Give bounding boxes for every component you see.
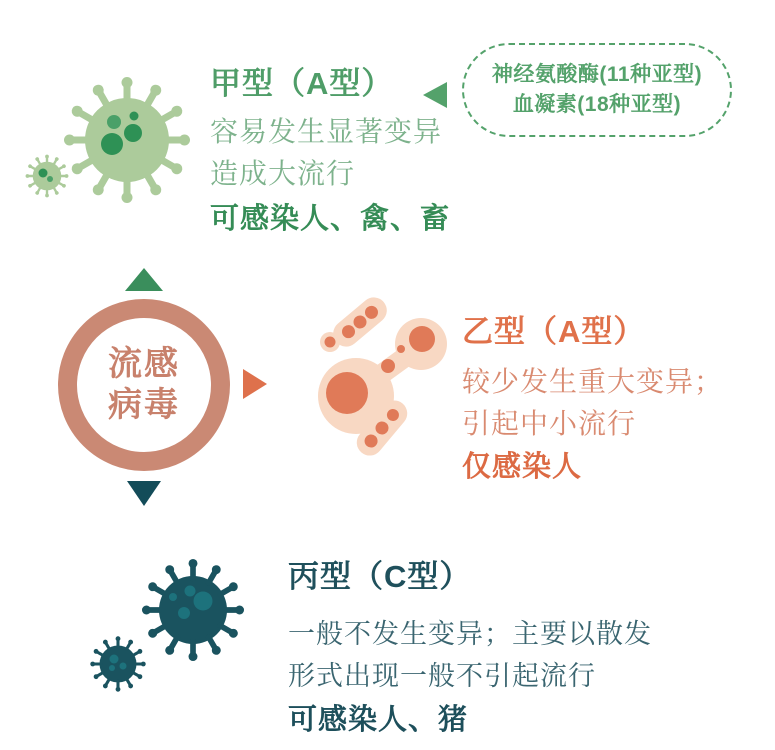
callout-line2: 血凝素(18种亚型): [512, 93, 682, 116]
center-label-line2: 病毒: [108, 386, 180, 424]
green-virus-icon: [10, 62, 200, 212]
type-b-title: 乙型（A型）: [462, 314, 646, 349]
type-a-desc-line1: 容易发生显著变异: [210, 116, 443, 147]
type-b-desc-line2: 引起中小流行: [462, 408, 637, 439]
type-a-hosts: 可感染人、禽、畜: [210, 203, 451, 235]
center-ring: [58, 299, 230, 471]
callout-arrow-left-icon: [423, 82, 447, 108]
type-c-hosts: 可感染人、猪: [288, 704, 469, 736]
type-c-desc-line1: 一般不发生变异；主要以散发: [288, 619, 652, 649]
type-b-desc-line1: 较少发生重大变异；: [462, 366, 724, 397]
type-c-title: 丙型（C型）: [288, 559, 472, 594]
arrow-up-icon: [125, 268, 163, 291]
type-b-hosts: 仅感染人: [462, 451, 583, 483]
callout-line1: 神经氨酸酶(11种亚型): [491, 63, 703, 86]
type-c-desc-line2: 形式出现一般不引起流行: [288, 661, 596, 691]
center-label-line1: 流感: [108, 345, 180, 383]
arrow-down-icon: [127, 481, 161, 506]
type-a-desc-line2: 造成大流行: [210, 158, 356, 189]
orange-virus-icon: [300, 290, 470, 475]
type-a-title: 甲型（A型）: [210, 66, 394, 101]
arrow-right-icon: [243, 369, 267, 399]
subtype-callout-bubble: [462, 43, 732, 137]
teal-virus-icon: [58, 548, 258, 723]
